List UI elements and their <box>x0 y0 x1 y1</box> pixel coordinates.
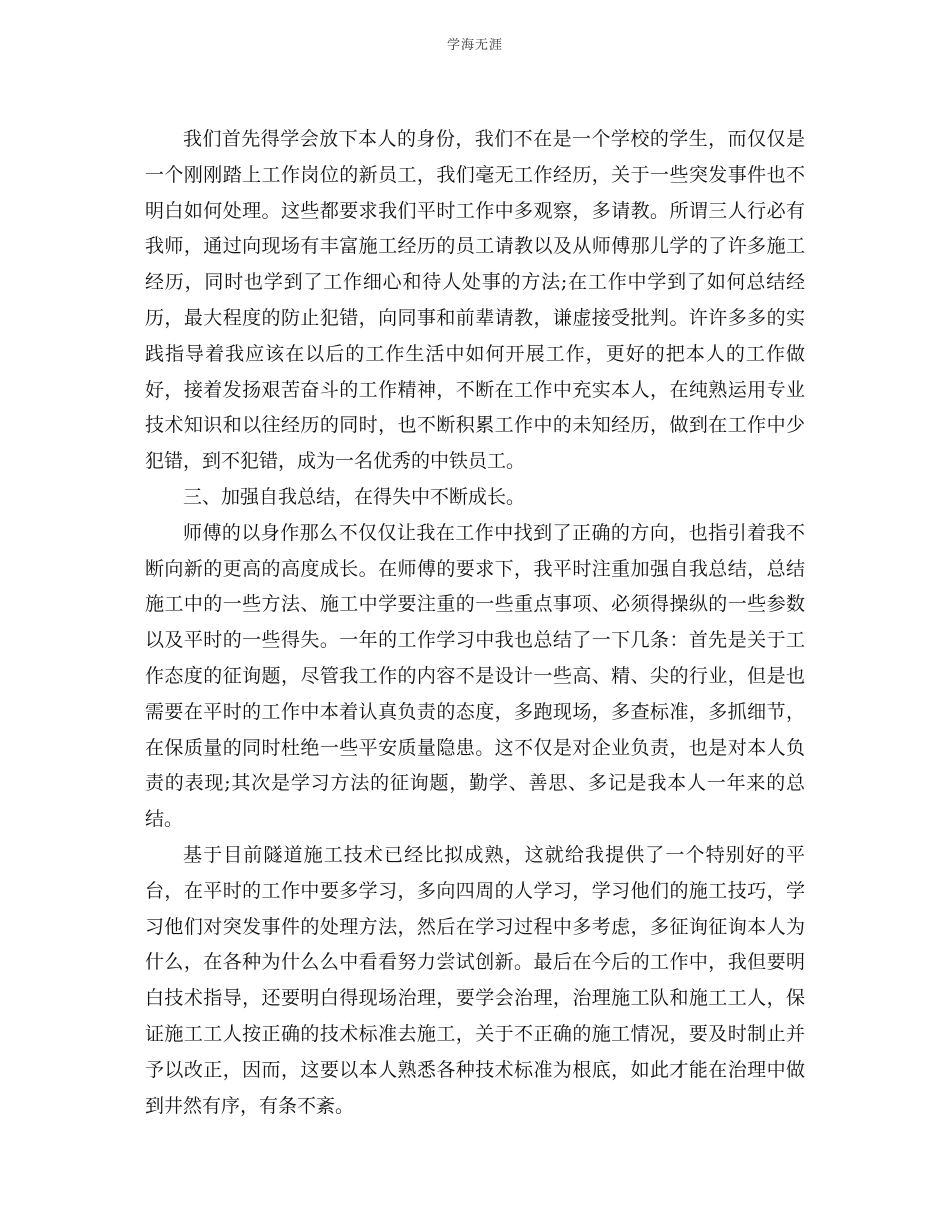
page-header-title: 学海无涯 <box>446 38 503 53</box>
document-body <box>145 122 805 1124</box>
section-heading-self-summary: 三、加强自我总结，在得失中不断成长。 <box>183 485 526 508</box>
paragraph-identity: 我们首先得学会放下本人的身份，我们不在是一个学校的学生，而仅仅是一个刚刚踏上工作岗位的新员工，我们毫无工作经历，关于一些突发事件也不明白如何处理。这些都要求我们平时工作中多观察，多请教。所谓三人行必有我师，通过向现场有丰富施工经历的员工请教以及从师傅那儿学的了许多施工经历，同时也学到了工作细心和待人处事的方法;在工作中学到了如何总结经历，最大程度的防止犯错，向同事和前辈请教，谦虚接受批判。许许多多的实践指导着我应该在以后的工作生活中如何开展工作，更好的把本人的工作做好，接着发扬艰苦奋斗的工作精神，不断在工作中充实本人，在纯熟运用专业技术知识和以往经历的同时，也不断积累工作中的未知经历，做到在工作中少犯错，到不犯错，成为一名优秀的中铁员工。 <box>145 128 805 473</box>
paragraph-tunnel-construction: 基于目前隧道施工技术已经比拟成熟，这就给我提供了一个特别好的平台，在平时的工作中要多学习，多向四周的人学习，学习他们的施工技巧，学习他们对突发事件的处理方法，然后在学习过程中多考虑，多征询征询本人为什么，在各种为什么么中看看努力尝试创新。最后在今后的工作中，我但要明白技术指导，还要明白得现场治理，要学会治理，治理施工队和施工工人，保证施工工人按正确的技术标准去施工，关于不正确的施工情况，要及时制止并予以改正，因而，这要以本人熟悉各种技术标准为根底，如此才能在治理中做到井然有序，有条不紊。 <box>145 843 805 1117</box>
paragraph-mentor: 师傅的以身作那么不仅仅让我在工作中找到了正确的方向，也指引着我不断向新的更高的高度成长。在师傅的要求下，我平时注重加强自我总结，总结施工中的一些方法、施工中学要注重的一些重点事项、必须得操纵的一些参数以及平时的一些得失。一年的工作学习中我也总结了一下几条：首先是关于工作态度的征询题，尽管我工作的内容不是设计一些高、精、尖的行业，但是也需要在平时的工作中本着认真负责的态度，多跑现场，多查标准，多抓细节，在保质量的同时杜绝一些平安质量隐患。这不仅是对企业负责，也是对本人负责的表现;其次是学习方法的征询题，勤学、善思、多记是我本人一年来的总结。 <box>145 521 805 831</box>
